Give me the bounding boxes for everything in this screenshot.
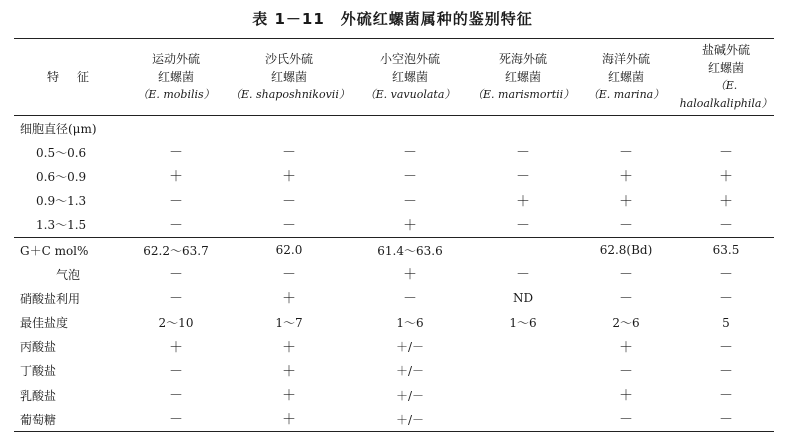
cell-value: － [169, 267, 183, 284]
cell-value: － [169, 193, 183, 210]
row-feature-label: 乳酸盐 [20, 388, 57, 403]
cell-value: 1～7 [275, 316, 303, 331]
cell-value: － [719, 145, 733, 162]
row-feature-label: 0.5～0.6 [36, 145, 87, 160]
row-feature-label: 葡萄糖 [14, 407, 122, 432]
header-species-1 [230, 39, 348, 116]
cell-value: － [719, 388, 733, 405]
species-cn-line1: 运动外硫 [151, 52, 200, 66]
cell-value: － [719, 267, 733, 284]
cell-value: － [574, 407, 678, 432]
table-row [14, 383, 774, 407]
cell-value [472, 407, 574, 432]
cell-value: ＋ [719, 169, 733, 186]
cell-value: － [169, 291, 183, 308]
cell-value: － [619, 217, 633, 234]
table-row [14, 359, 774, 383]
species-latin-name: （E. mobilis） [137, 88, 215, 101]
cell-value: ＋ [282, 388, 296, 405]
cell-value: － [516, 145, 530, 162]
species-cn-line2: 红螺菌 [270, 70, 307, 84]
species-cn-line1: 小空泡外硫 [379, 52, 440, 66]
identification-table [14, 38, 774, 432]
cell-value: ＋ [169, 339, 183, 356]
cell-value: ＋ [516, 193, 530, 210]
cell-value: ＋ [403, 267, 417, 284]
table-row [14, 335, 774, 359]
cell-value [574, 116, 678, 141]
cell-value: ＋ [169, 169, 183, 186]
cell-value: － [403, 145, 417, 162]
table-row [14, 140, 774, 164]
header-species-4 [574, 39, 678, 116]
row-feature-label: 丙酸盐 [20, 340, 57, 355]
cell-value: － [619, 267, 633, 284]
table-row [14, 311, 774, 335]
cell-value: － [619, 363, 633, 380]
cell-value: － [403, 291, 417, 308]
cell-value: － [169, 388, 183, 405]
cell-value: 61.4～63.6 [348, 237, 472, 262]
cell-value: ＋ [282, 291, 296, 308]
table-row [14, 189, 774, 213]
table-row [14, 286, 774, 310]
cell-value: ＋ [230, 407, 348, 432]
cell-value: 1～6 [509, 316, 537, 331]
row-feature-label: 0.6～0.9 [36, 169, 87, 184]
cell-value: ＋ [282, 169, 296, 186]
cell-value [472, 383, 574, 407]
species-cn-line1: 海洋外硫 [601, 52, 650, 66]
row-feature-label: 丁酸盐 [20, 364, 57, 379]
cell-value: ＋ [282, 363, 296, 380]
species-latin-name: （E. marismortii） [472, 88, 575, 101]
cell-value [472, 359, 574, 383]
table-row [14, 116, 774, 141]
cell-value: 63.5 [678, 237, 774, 262]
cell-value: ＋ [619, 388, 633, 405]
cell-value: － [516, 217, 530, 234]
species-latin-name: （E. haloalkaliphila） [679, 79, 773, 110]
row-feature-label: 气泡 [55, 267, 80, 282]
cell-value: － [719, 291, 733, 308]
cell-value: 62.0 [230, 237, 348, 262]
table-row [14, 213, 774, 238]
header-row [14, 39, 774, 116]
row-feature-label: 硝酸盐利用 [20, 291, 81, 306]
cell-value: － [619, 291, 633, 308]
header-species-0 [122, 39, 230, 116]
species-cn-line2: 红螺菌 [157, 70, 194, 84]
species-cn-line1: 盐碱外硫 [701, 43, 750, 57]
cell-value: 2～6 [612, 316, 640, 331]
cell-value [472, 335, 574, 359]
cell-value: ＋ [719, 193, 733, 210]
cell-value: － [403, 193, 417, 210]
row-feature-label: 最佳盐度 [20, 316, 69, 331]
cell-value: ＋/－ [348, 407, 472, 432]
cell-value: ＋/－ [395, 364, 425, 379]
cell-value: － [403, 169, 417, 186]
cell-value: 1～6 [396, 316, 424, 331]
species-latin-name: （E. marina） [587, 88, 665, 101]
cell-value [472, 116, 574, 141]
header-species-3 [472, 39, 574, 116]
cell-value: ＋ [619, 339, 633, 356]
header-feature: 特征 [14, 39, 122, 116]
cell-value: － [282, 193, 296, 210]
cell-value: ＋ [619, 193, 633, 210]
cell-value: 5 [722, 315, 730, 330]
species-latin-name: （E. vavuolata） [364, 88, 456, 101]
species-cn-line2: 红螺菌 [707, 61, 744, 75]
cell-value: ＋/－ [395, 388, 425, 403]
cell-value: － [678, 407, 774, 432]
cell-value [472, 237, 574, 262]
cell-value [122, 116, 230, 141]
cell-value: － [619, 145, 633, 162]
cell-value [348, 116, 472, 141]
cell-value: － [282, 145, 296, 162]
row-feature-label: 细胞直径(μm) [20, 121, 97, 136]
row-feature-label: G＋C mol% [14, 237, 122, 262]
cell-value: － [169, 363, 183, 380]
cell-value: － [282, 267, 296, 284]
cell-value [678, 116, 774, 141]
cell-value: 62.2～63.7 [122, 237, 230, 262]
row-feature-label: 0.9～1.3 [36, 194, 87, 209]
species-cn-line1: 死海外硫 [498, 52, 547, 66]
cell-value: － [516, 267, 530, 284]
species-latin-name: （E. shaposhnikovii） [230, 88, 350, 101]
cell-value: － [122, 407, 230, 432]
cell-value [230, 116, 348, 141]
species-cn-line1: 沙氏外硫 [264, 52, 313, 66]
cell-value: － [719, 217, 733, 234]
cell-value: ＋ [403, 217, 417, 234]
table-row [14, 262, 774, 286]
cell-value: － [516, 169, 530, 186]
cell-value: － [169, 145, 183, 162]
table-row [14, 237, 774, 262]
table-title: 表 1－11 外硫红螺菌属种的鉴别特征 [252, 10, 533, 28]
cell-value: 62.8(Bd) [574, 237, 678, 262]
row-feature-label: 1.3～1.5 [36, 218, 87, 233]
cell-value: ND [512, 291, 534, 306]
cell-value: － [282, 217, 296, 234]
table-row [14, 164, 774, 188]
cell-value: ＋ [282, 339, 296, 356]
cell-value: ＋ [619, 169, 633, 186]
species-cn-line2: 红螺菌 [391, 70, 428, 84]
cell-value: ＋/－ [395, 340, 425, 355]
cell-value: － [169, 217, 183, 234]
cell-value: 2～10 [158, 316, 194, 331]
cell-value: － [719, 339, 733, 356]
cell-value: － [719, 363, 733, 380]
species-cn-line2: 红螺菌 [607, 70, 644, 84]
header-species-2 [348, 39, 472, 116]
table-row [14, 407, 774, 432]
species-cn-line2: 红螺菌 [504, 70, 541, 84]
header-species-5 [678, 39, 774, 116]
